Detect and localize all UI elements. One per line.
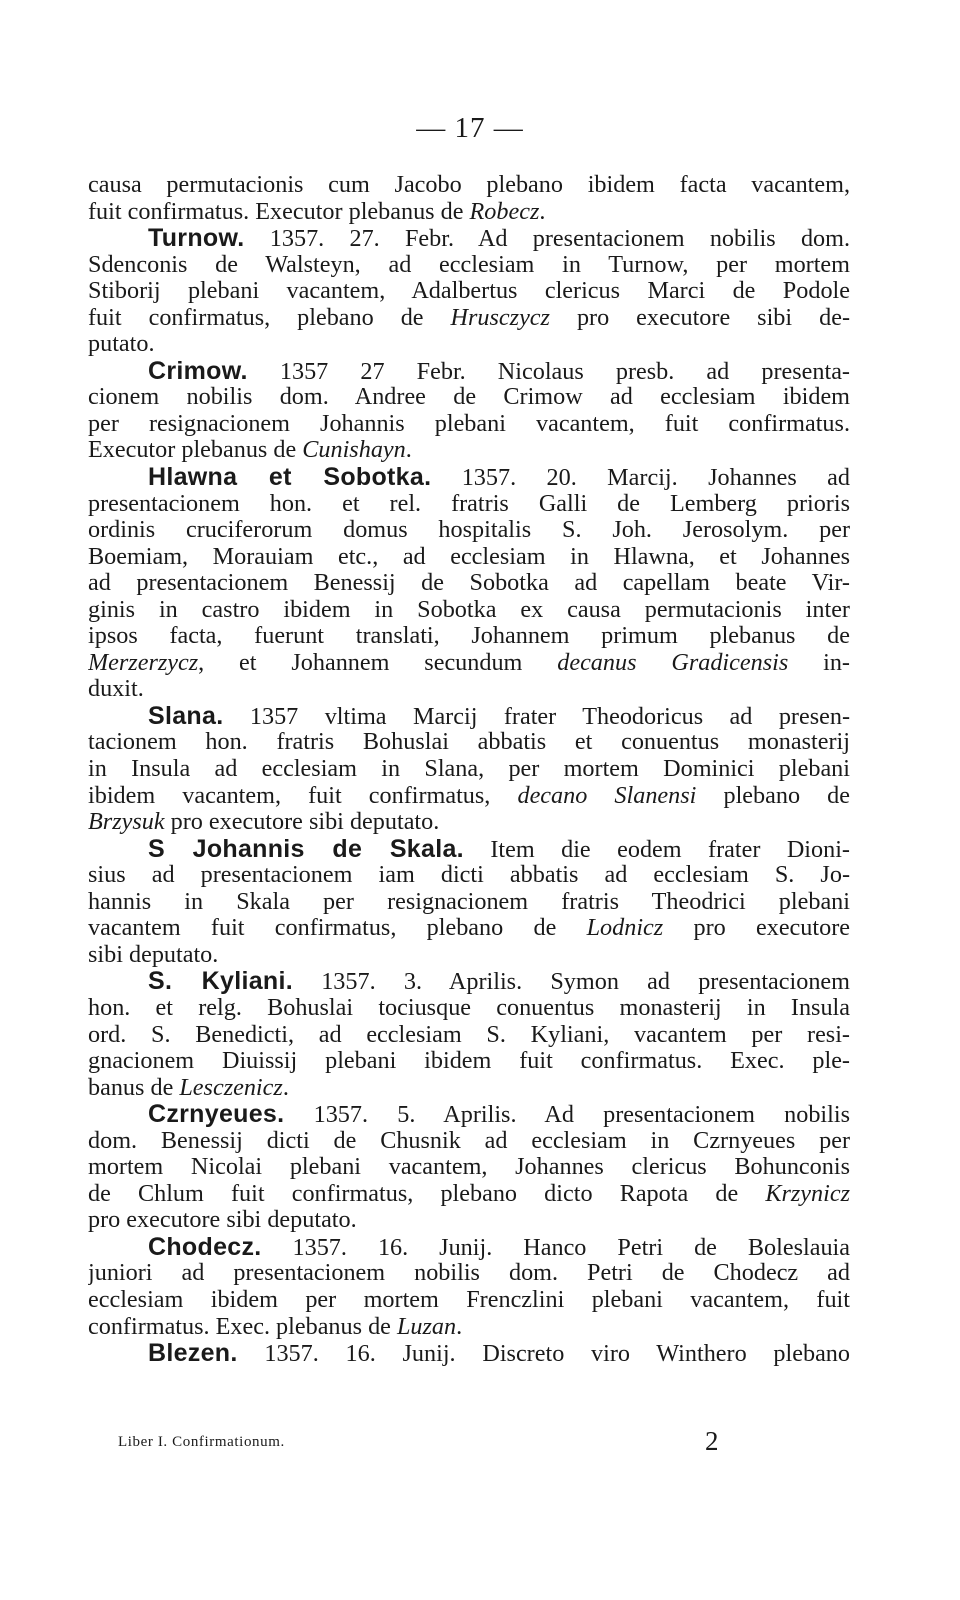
italic-name: Robecz bbox=[469, 198, 540, 225]
italic2-name: decanus Gradicensis bbox=[557, 649, 789, 676]
text-line bbox=[88, 676, 850, 703]
text-segment: 1357. 5. Aprilis. Ad presentacionem nobilis bbox=[284, 1101, 850, 1128]
italic-name: Lesczenicz bbox=[179, 1074, 283, 1101]
text-segment: Item die eodem frater Dioni- bbox=[463, 835, 850, 863]
text-line bbox=[88, 756, 850, 783]
text-line bbox=[88, 783, 850, 810]
text-line bbox=[88, 1260, 850, 1287]
text-segment: per resignacionem Johannis plebani vacantem, fuit confirmatus. bbox=[88, 410, 850, 437]
text-segment: fuit confirmatus. Executor plebanus de bbox=[88, 198, 470, 225]
text-line bbox=[88, 1314, 850, 1341]
text-segment: confirmatus. Exec. plebanus de bbox=[88, 1313, 397, 1340]
text-line bbox=[88, 517, 850, 544]
text-segment: hon. et relg. Bohuslai tociusque conuentus monasterij in Insula bbox=[88, 994, 850, 1021]
entry-first-line bbox=[88, 1234, 850, 1261]
text-segment: mortem Nicolai plebani vacantem, Johannes clericus Bohunconis bbox=[88, 1154, 850, 1181]
text-segment: Boemiam, Morauiam etc., ad ecclesiam in Hlawna, et Johannes bbox=[88, 543, 850, 570]
after-segment: . bbox=[282, 1074, 289, 1101]
text-segment: 1357. 20. Marcij. Johannes ad bbox=[431, 464, 850, 491]
text-segment: 1357 27 Febr. Nicolaus presb. ad presenta- bbox=[247, 357, 850, 385]
text-line bbox=[88, 623, 850, 650]
text-line bbox=[88, 331, 850, 358]
text-segment: dom. Benessij dicti de Chusnik ad ecclesiam in Czrnyeues per bbox=[88, 1127, 850, 1154]
text-line bbox=[88, 199, 850, 226]
entry-first-line bbox=[88, 358, 850, 385]
italic-name: Cunishayn bbox=[302, 437, 406, 464]
text-line bbox=[88, 915, 850, 942]
text-line bbox=[88, 411, 850, 438]
text-segment: fuit confirmatus, plebano de bbox=[88, 304, 451, 331]
after-segment: pro executore bbox=[663, 915, 850, 942]
text-segment: ad presentacionem Benessij de Sobotka ad capellam beate Vir- bbox=[88, 570, 850, 597]
text-segment: cionem nobilis dom. Andree de Crimow ad ecclesiam ibidem bbox=[88, 384, 850, 411]
text-line bbox=[88, 491, 850, 518]
entry-first-line bbox=[88, 464, 850, 491]
place-heading: Chodecz. bbox=[148, 1233, 262, 1261]
text-segment: vacantem fuit confirmatus, plebano de bbox=[88, 915, 587, 942]
text-segment: Stiborij plebani vacantem, Adalbertus clericus Marci de Podole bbox=[88, 278, 850, 305]
text-line bbox=[88, 597, 850, 624]
text-segment: putato. bbox=[88, 331, 155, 358]
text-line bbox=[88, 1287, 850, 1314]
place-heading: Crimow. bbox=[148, 357, 248, 385]
text-segment: ibidem vacantem, fuit confirmatus, bbox=[88, 782, 518, 809]
text-line bbox=[88, 1181, 850, 1208]
place-heading: Blezen. bbox=[148, 1340, 238, 1367]
text-line bbox=[88, 809, 850, 836]
after-segment: plebano de bbox=[696, 782, 850, 809]
text-segment: de Chlum fuit confirmatus, plebano dicto Rapota de bbox=[88, 1180, 766, 1207]
text-segment: 1357. 16. Junij. Hanco Petri de Boleslauia bbox=[261, 1233, 850, 1261]
text-segment: 1357 vltima Marcij frater Theodoricus ad presen- bbox=[223, 702, 850, 730]
text-segment: ord. S. Benedicti, ad ecclesiam S. Kyliani, vacantem per resi- bbox=[88, 1021, 850, 1048]
after-segment: . bbox=[405, 437, 412, 464]
text-line bbox=[88, 1207, 850, 1234]
entry-first-line bbox=[88, 836, 850, 863]
place-heading: Turnow. bbox=[148, 225, 245, 252]
page-number: — 17 — bbox=[416, 112, 524, 144]
after-segment: . bbox=[456, 1313, 463, 1340]
text-segment: Executor plebanus de bbox=[88, 437, 303, 464]
entry-first-line bbox=[88, 225, 850, 252]
text-segment: 1357. 16. Junij. Discreto viro Winthero plebano bbox=[237, 1340, 850, 1367]
text-line bbox=[88, 995, 850, 1022]
text-line bbox=[88, 305, 850, 332]
text-segment: ginis in castro ibidem in Sobotka ex causa permutacionis inter bbox=[88, 596, 850, 623]
text-line bbox=[88, 650, 850, 677]
text-line bbox=[88, 889, 850, 916]
text-line bbox=[88, 172, 850, 199]
text-line bbox=[88, 570, 850, 597]
text-segment: ipsos facta, fuerunt translati, Johannem primum plebanus de bbox=[88, 623, 850, 650]
italic-name: Hrusczycz bbox=[450, 304, 550, 331]
text-segment: duxit. bbox=[88, 676, 144, 703]
after-segment: pro executore sibi deputato. bbox=[164, 809, 440, 836]
text-segment: ordinis cruciferorum domus hospitalis S. Joh. Jerosolym. per bbox=[88, 517, 850, 544]
text-segment: 1357. 27. Febr. Ad presentacionem nobilis dom. bbox=[244, 225, 850, 252]
text-segment: presentacionem hon. et rel. fratris Galli de Lemberg prioris bbox=[88, 490, 850, 517]
text-line bbox=[88, 437, 850, 464]
text-line bbox=[88, 942, 850, 969]
text-segment: juniori ad presentacionem nobilis dom. Petri de Chodecz ad bbox=[88, 1260, 850, 1287]
text-segment: sius ad presentacionem iam dicti abbatis ad ecclesiam S. Jo- bbox=[88, 862, 850, 889]
text-segment: tacionem hon. fratris Bohuslai abbatis et conuentus monasterij bbox=[88, 729, 850, 756]
place-heading: Czrnyeues. bbox=[148, 1101, 285, 1128]
text-line bbox=[88, 729, 850, 756]
text-segment: Sdenconis de Walsteyn, ad ecclesiam in Turnow, per mortem bbox=[88, 251, 850, 278]
place-heading: S Johannis de Skala. bbox=[148, 835, 464, 863]
place-heading: S. Kyliani. bbox=[148, 968, 293, 995]
entry-first-line bbox=[88, 1101, 850, 1128]
text-line bbox=[88, 1154, 850, 1181]
text-line bbox=[88, 252, 850, 279]
text-segment: gnacionem Diuissij plebani ibidem fuit confirmatus. Exec. ple- bbox=[88, 1048, 850, 1075]
after-segment: . bbox=[539, 198, 546, 225]
text-segment: 1357. 3. Aprilis. Symon ad presentacionem bbox=[292, 968, 850, 995]
italic-name: Brzysuk bbox=[88, 809, 165, 836]
place-heading: Hlawna et Sobotka. bbox=[148, 464, 432, 491]
footer-sheet-number: 2 bbox=[705, 1426, 719, 1456]
body-text bbox=[88, 172, 850, 1367]
text-segment: in Insula ad ecclesiam in Slana, per mortem Dominici plebani bbox=[88, 756, 850, 783]
text-line bbox=[88, 544, 850, 571]
text-segment: causa permutacionis cum Jacobo plebano ibidem facta vacantem, bbox=[88, 172, 850, 198]
entry-first-line bbox=[88, 703, 850, 730]
text-line bbox=[88, 1128, 850, 1155]
entry-first-line bbox=[88, 968, 850, 995]
text-line bbox=[88, 384, 850, 411]
text-line bbox=[88, 1048, 850, 1075]
italic-name: decano Slanensi bbox=[517, 782, 697, 809]
italic-name: Lodnicz bbox=[586, 915, 664, 942]
text-line bbox=[88, 1075, 850, 1102]
italic-name: Krzynicz bbox=[765, 1180, 850, 1207]
text-segment: pro executore sibi deputato. bbox=[88, 1207, 357, 1234]
text-segment: ecclesiam ibidem per mortem Frenczlini plebani vacantem, fuit bbox=[88, 1286, 850, 1313]
italic-name: Merzerzycz bbox=[88, 649, 199, 676]
text-line bbox=[88, 1022, 850, 1049]
entry-first-line bbox=[88, 1340, 850, 1367]
place-heading: Slana. bbox=[148, 702, 224, 730]
text-line bbox=[88, 862, 850, 889]
text-line bbox=[88, 278, 850, 305]
after2-segment: in- bbox=[788, 649, 850, 676]
after-segment: pro executore sibi de- bbox=[549, 304, 850, 331]
after-segment: , et Johannem secundum bbox=[198, 649, 558, 676]
text-segment: hannis in Skala per resignacionem fratris Theodrici plebani bbox=[88, 888, 850, 915]
text-segment: banus de bbox=[88, 1074, 180, 1101]
footer-signature: Liber I. Confirmationum. bbox=[118, 1434, 285, 1450]
text-segment: sibi deputato. bbox=[88, 941, 219, 968]
italic-name: Luzan bbox=[396, 1313, 457, 1340]
